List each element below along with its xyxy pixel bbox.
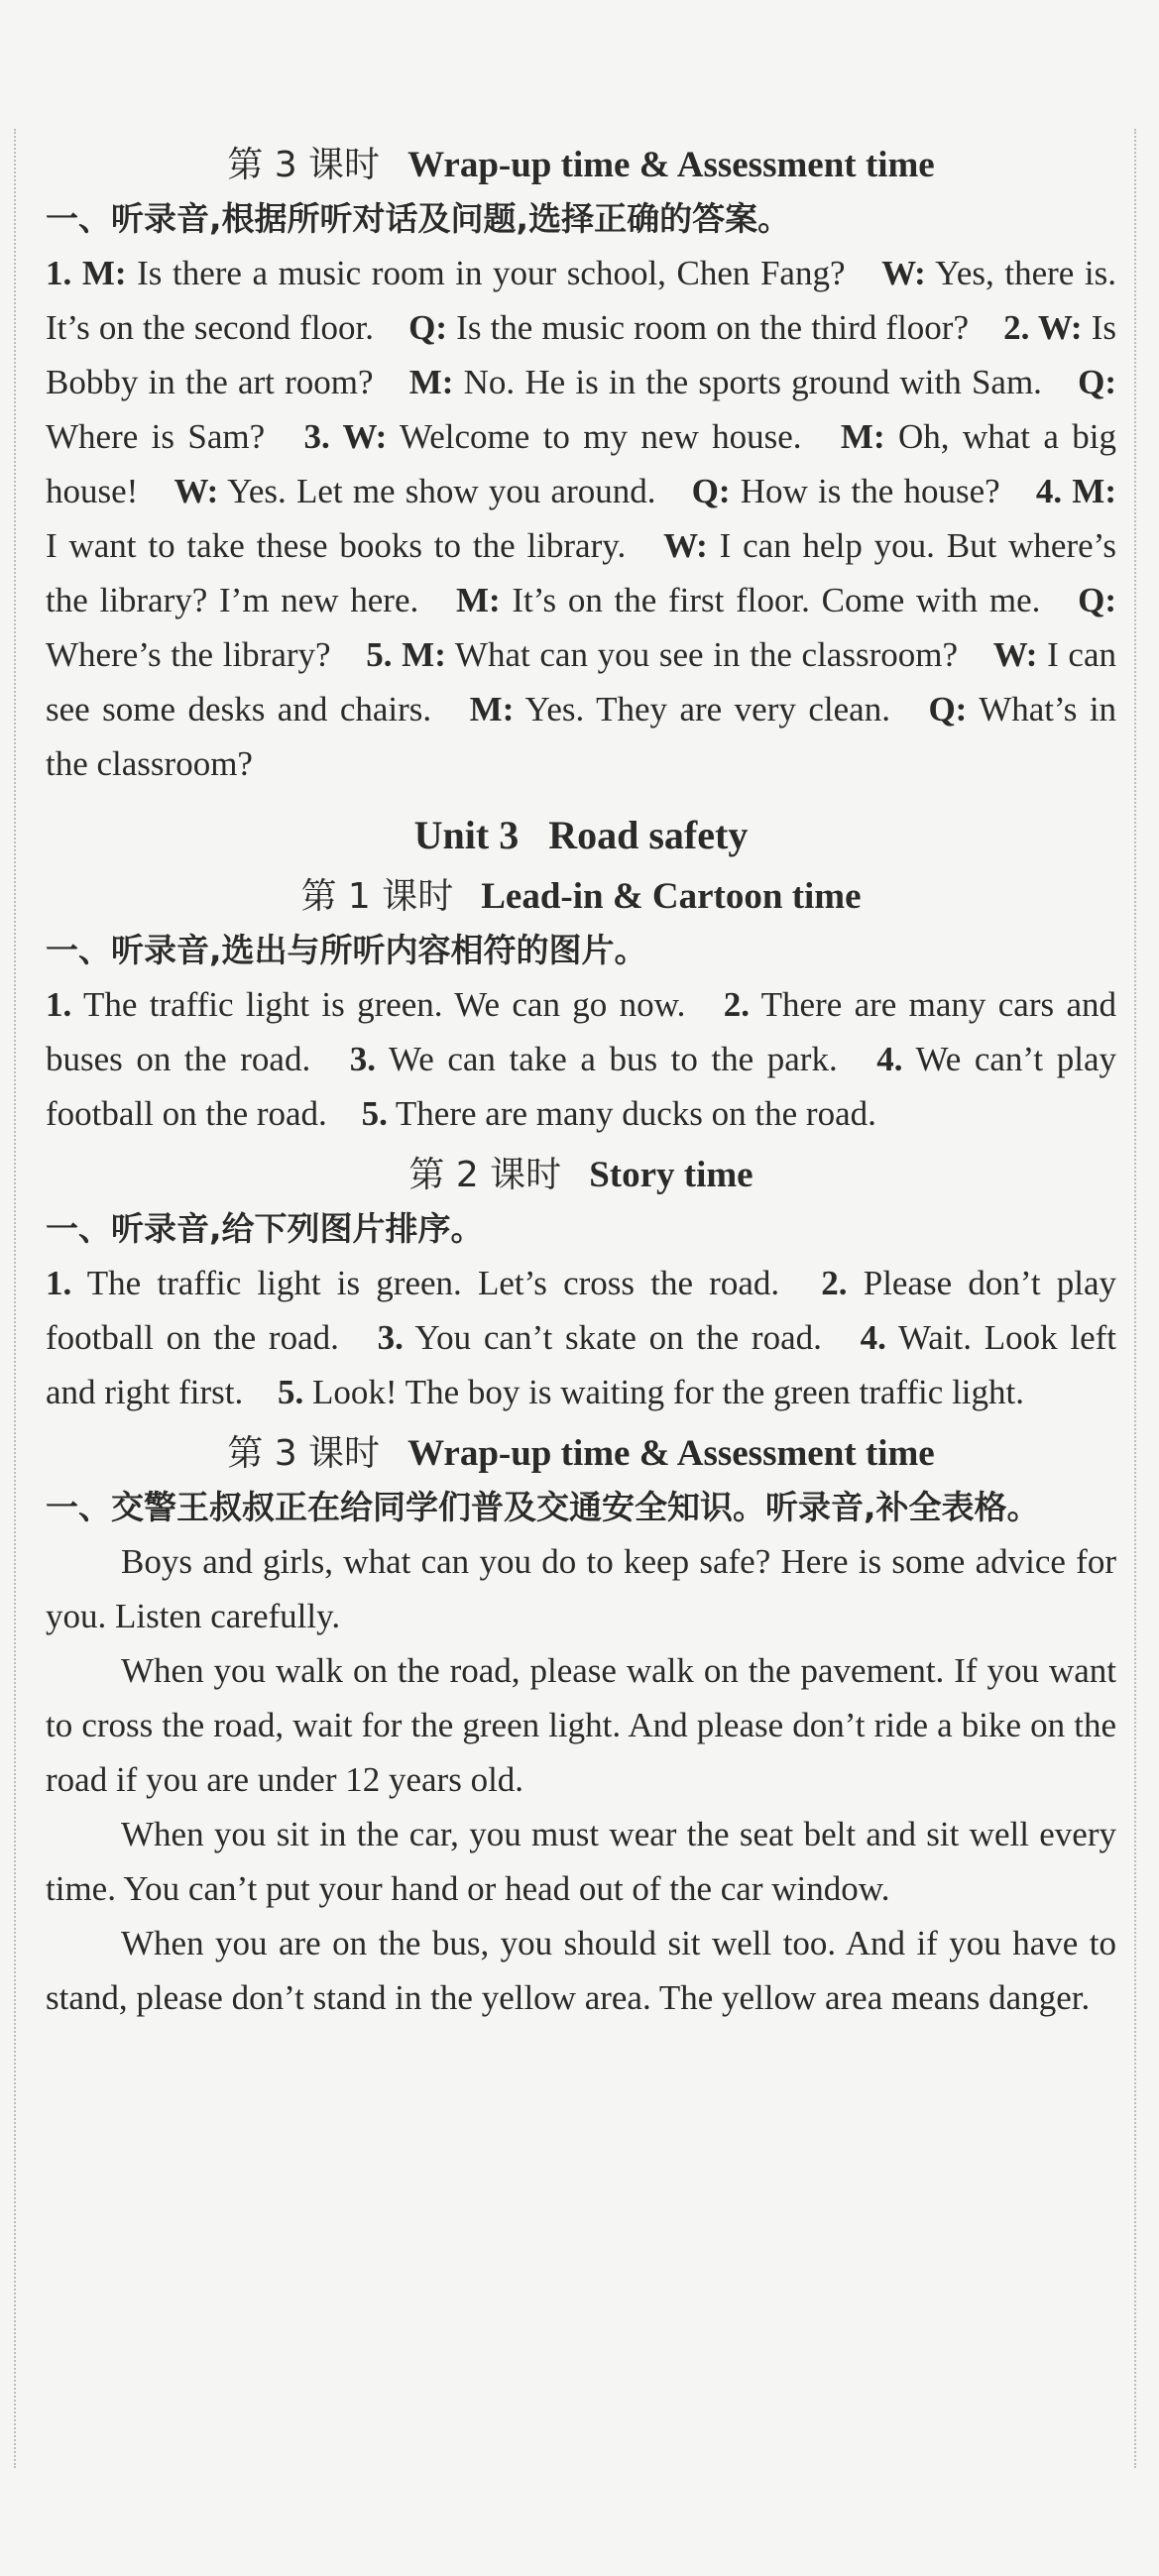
segment-label: Q: <box>408 308 448 347</box>
lesson2-instruction: 一、听录音,给下列图片排序。 <box>46 1209 484 1248</box>
segment-label: W: <box>881 254 926 292</box>
page-content <box>46 139 1116 2025</box>
transcript-segment <box>692 472 1000 510</box>
lesson1-transcript <box>46 977 1116 1141</box>
segment-text: The traffic light is green. We can go now. <box>71 985 686 1024</box>
segment-text: We can’t play football on the road. <box>46 1040 1116 1133</box>
lesson3b-paragraph: When you walk on the road, please walk on the pavement. If you want to cross the road, wait for the green light. And please don’t ride a bike on the road if you are under 12 years old. <box>46 1651 1116 1799</box>
unit-title <box>46 805 1116 866</box>
segment-label: 3. <box>349 1040 377 1078</box>
lesson3b-title <box>46 1427 1116 1481</box>
transcript-segment <box>362 1094 876 1133</box>
lesson1-title-cn: 第 1 课时 <box>300 876 454 917</box>
lesson3a-title-cn: 第 3 课时 <box>227 145 381 185</box>
transcript-segment <box>366 635 958 674</box>
lesson3b-instruction: 一、交警王叔叔正在给同学们普及交通安全知识。听录音,补全表格。 <box>46 1488 1040 1526</box>
segment-text: No. He is in the sports ground with Sam. <box>453 363 1042 401</box>
lesson3b-paragraph: Boys and girls, what can you do to keep safe? Here is some advice for you. Listen carefully. <box>46 1542 1116 1635</box>
segment-text: Oh, what a big house! <box>46 417 1116 510</box>
lesson2-title-en: Story time <box>589 1155 753 1195</box>
segment-label: Q: <box>691 472 731 510</box>
segment-text: There are many cars and buses on the road. <box>46 985 1116 1078</box>
segment-label: Q: <box>928 690 968 728</box>
segment-text: How is the house? <box>730 472 1000 510</box>
segment-text: Welcome to my new house. <box>387 417 802 456</box>
transcript-segment <box>46 254 846 292</box>
lesson3b-title-cn: 第 3 课时 <box>227 1433 381 1474</box>
segment-text: I can help you. But where’s the library? I’m new here. <box>46 526 1117 619</box>
segment-label: M: <box>840 417 885 456</box>
segment-text: I can see some desks and chairs. <box>46 635 1117 728</box>
transcript-segment <box>378 1318 822 1357</box>
lesson1-title <box>46 870 1116 924</box>
unit-name: Road safety <box>548 813 749 857</box>
segment-label: 2. W: <box>1003 308 1083 347</box>
transcript-segment <box>174 472 656 510</box>
segment-text: Look! The boy is waiting for the green traffic light. <box>303 1373 1024 1411</box>
segment-text: Where is Sam? <box>46 417 266 456</box>
segment-text: What’s in the classroom? <box>46 690 1117 783</box>
segment-label: Q: <box>1078 363 1117 401</box>
segment-text: Is there a music room in your school, Chen Fang? <box>126 254 846 292</box>
lesson3b-paragraph: When you sit in the car, you must wear the seat belt and sit well every time. You can’t put your hand or head out of the car window. <box>46 1815 1116 1908</box>
segment-text: We can take a bus to the park. <box>376 1040 838 1078</box>
unit-number: Unit 3 <box>413 813 520 857</box>
segment-label: M: <box>455 581 501 619</box>
right-dotted-margin <box>1134 129 1136 2468</box>
segment-label: 1. M: <box>46 254 127 292</box>
lesson1-instruction: 一、听录音,选出与所听内容相符的图片。 <box>46 931 647 969</box>
segment-label: 3. <box>377 1318 404 1357</box>
lesson2-title-cn: 第 2 课时 <box>408 1155 562 1195</box>
transcript-segment <box>304 417 802 456</box>
segment-label: 4. <box>876 1040 903 1078</box>
segment-label: 1. <box>46 985 72 1024</box>
segment-text: The traffic light is green. Let’s cross the road. <box>71 1264 780 1302</box>
transcript-segment <box>470 690 890 728</box>
lesson3a-transcript <box>46 246 1116 791</box>
segment-text: Please don’t play football on the road. <box>46 1264 1117 1357</box>
segment-label: 2. <box>723 985 750 1024</box>
segment-label: 5. <box>278 1373 304 1411</box>
segment-text: Wait. Look left and right first. <box>46 1318 1117 1411</box>
segment-text: Is the music room on the third floor? <box>447 308 969 347</box>
segment-text: What can you see in the classroom? <box>445 635 958 674</box>
transcript-segment <box>408 308 969 347</box>
segment-text: Where’s the library? <box>46 635 331 674</box>
segment-label: W: <box>992 635 1038 674</box>
segment-label: 3. W: <box>303 417 388 456</box>
segment-label: Q: <box>1078 581 1117 619</box>
lesson2-transcript <box>46 1256 1116 1419</box>
segment-label: W: <box>663 526 708 565</box>
segment-label: 4. M: <box>1035 472 1116 510</box>
segment-text: It’s on the first floor. Come with me. <box>500 581 1041 619</box>
segment-label: M: <box>408 363 454 401</box>
segment-text: Yes. Let me show you around. <box>218 472 656 510</box>
lesson3a-title-en: Wrap-up time & Assessment time <box>407 145 935 185</box>
transcript-segment <box>278 1373 1024 1411</box>
lesson3a-title <box>46 139 1116 192</box>
segment-label: 4. <box>860 1318 886 1357</box>
segment-text: I want to take these books to the library. <box>46 526 627 565</box>
transcript-segment <box>46 1264 779 1302</box>
segment-text: You can’t skate on the road. <box>403 1318 822 1357</box>
segment-label: 1. <box>46 1264 72 1302</box>
segment-label: W: <box>174 472 219 510</box>
lesson2-title <box>46 1149 1116 1202</box>
lesson3b-paragraph: When you are on the bus, you should sit well too. And if you have to stand, please don’t stand in the yellow area. The yellow area means danger. <box>46 1924 1116 2017</box>
segment-text: Yes, there is. It’s on the second floor. <box>46 254 1116 347</box>
transcript-segment <box>350 1040 838 1078</box>
transcript-segment <box>456 581 1040 619</box>
lesson3a-instruction: 一、听录音,根据所听对话及问题,选择正确的答案。 <box>46 199 791 238</box>
segment-label: 5. M: <box>366 635 446 674</box>
lesson3b-title-en: Wrap-up time & Assessment time <box>407 1433 935 1474</box>
transcript-segment <box>409 363 1042 401</box>
segment-text: Is Bobby in the art room? <box>46 308 1116 401</box>
left-dotted-margin <box>14 129 16 2468</box>
segment-label: 2. <box>821 1264 848 1302</box>
transcript-segment <box>46 985 685 1024</box>
segment-label: M: <box>469 690 515 728</box>
segment-text: Yes. They are very clean. <box>514 690 890 728</box>
segment-text: There are many ducks on the road. <box>387 1094 876 1133</box>
lesson1-title-en: Lead-in & Cartoon time <box>481 876 862 917</box>
segment-label: 5. <box>361 1094 388 1133</box>
